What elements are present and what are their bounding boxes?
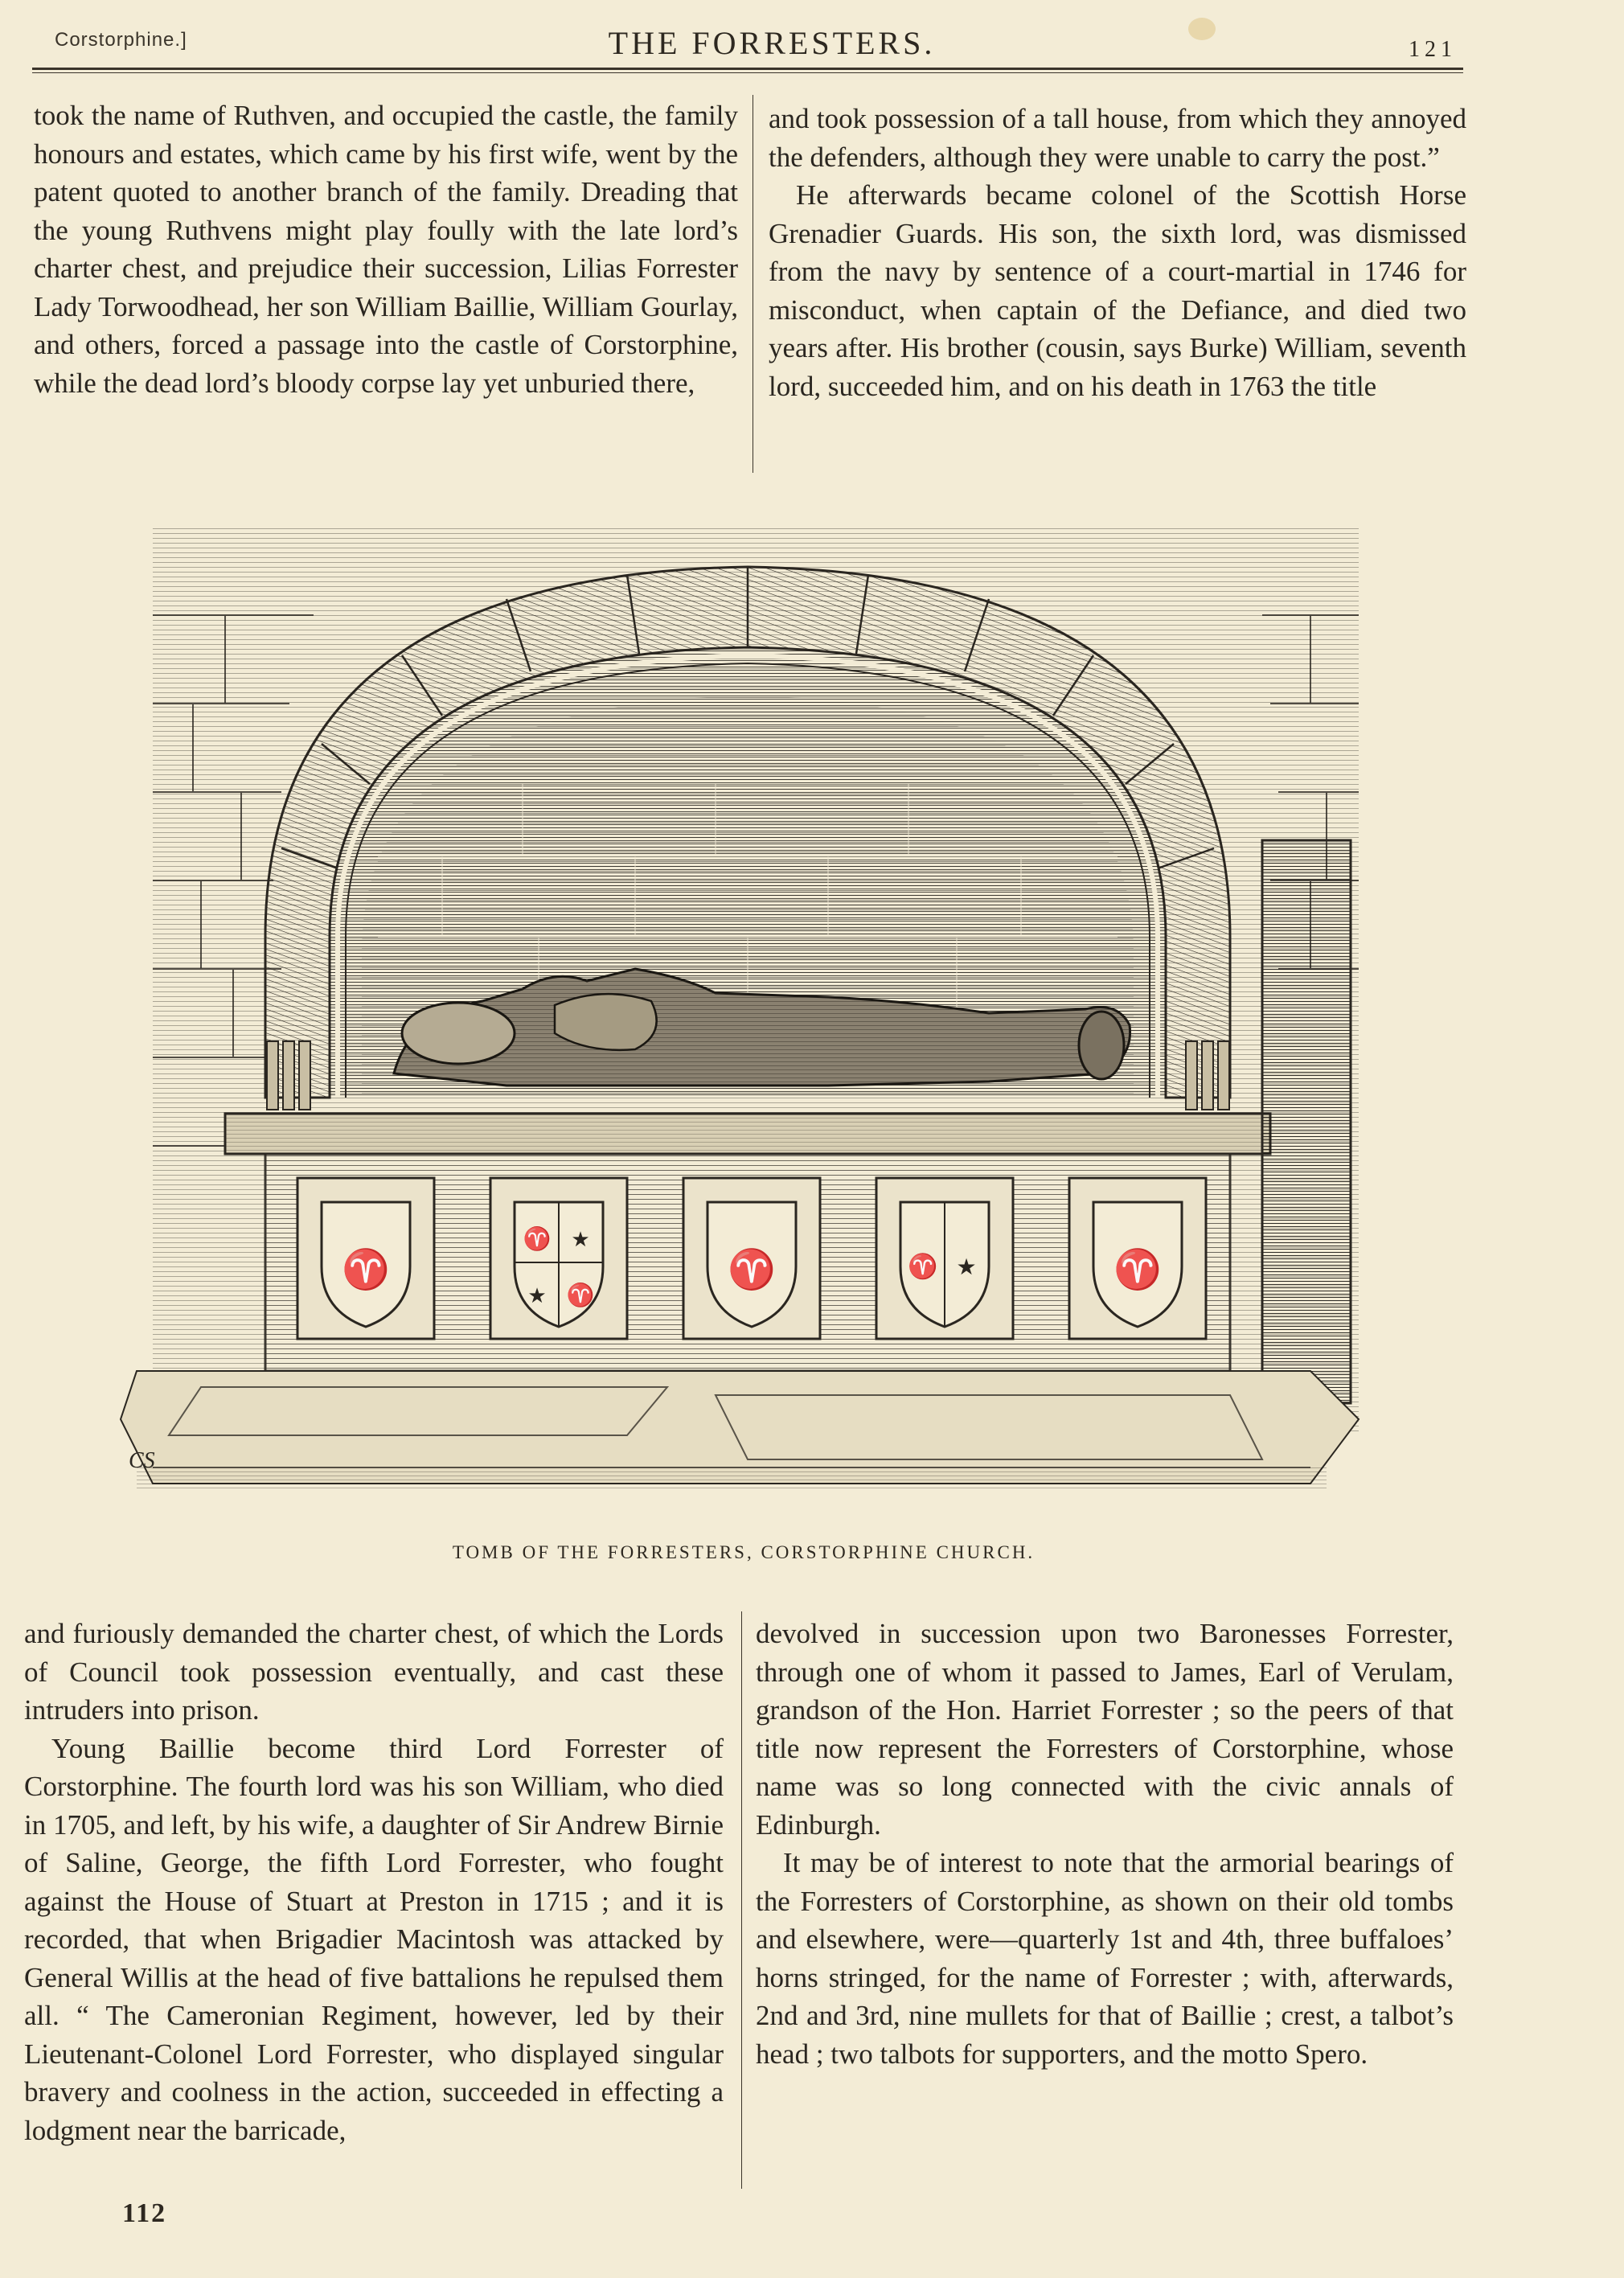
svg-text:★: ★ [571, 1228, 590, 1251]
page-number: 121 [1409, 37, 1457, 62]
paragraph: It may be of interest to note that the armorial bearings of the Forresters of Corstorphine, as shown on their old tombs and elsewhere, were—quarterly 1st and 4th, three buffaloes’ horns stringed, for the name of Forrester ; with, afterwards, 2nd and 3rd, nine mullets for that of Baillie ; crest, a talbot’s head ; two talbots for supporters, and the motto Spero. [756, 1847, 1454, 2070]
tomb-engraving [105, 519, 1391, 1508]
svg-text:♈: ♈ [342, 1249, 390, 1291]
top-left-column [34, 96, 738, 402]
paragraph: Young Baillie become third Lord Forrester of Corstorphine. The fourth lord was his son William, who died in 1705, and left, by his wife, a daughter of Sir Andrew Birnie of Saline, George, the fifth Lord Forrester, who fought against the House of Stuart at Preston in 1715 ; and it is recorded, that when Brigadier Macintosh was attacked by General Willis at the head of five battalions he repulsed them all. “ The Cameronian Regiment, however, led by their Lieutenant-Colonel Lord Forrester, who displayed singular bravery and coolness in the action, succeeded in effecting a lodgment near the barricade, [24, 1732, 724, 2146]
running-head-title: THE FORRESTERS. [608, 25, 936, 61]
heraldic-panels [297, 1178, 1206, 1339]
header-rule [32, 68, 1463, 73]
bottom-right-column [756, 1615, 1454, 2073]
svg-text:★: ★ [527, 1284, 547, 1307]
svg-text:♈: ♈ [728, 1249, 776, 1291]
top-right-column [769, 100, 1466, 405]
paragraph: devolved in succession upon two Baronesses Forrester, through one of whom it passed to James, Earl of Verulam, grandson of the Hon. Harriet Forrester ; so the peers of that title now represent the Forresters of Corstorphine, whose name was so long connected with the civic annals of Edinburgh. [756, 1618, 1454, 1841]
paragraph: He afterwards became colonel of the Scottish Horse Grenadier Guards. His son, the sixth lord, was dismissed from the navy by sentence of a court-martial in 1746 for misconduct, when captain of the Defiance, and died two years after. His brother (cousin, says Burke) William, seventh lord, succeeded him, and on his death in 1763 the title [769, 179, 1466, 402]
figure-caption: TOMB OF THE FORRESTERS, CORSTORPHINE CHURCH. [452, 1542, 1036, 1562]
svg-text:♈: ♈ [566, 1283, 595, 1308]
paragraph: and took possession of a tall house, from which they annoyed the defenders, although they were unable to carry the post.” [769, 103, 1466, 173]
svg-text:♈: ♈ [523, 1227, 552, 1252]
artist-signature: CS [129, 1448, 155, 1473]
paragraph: took the name of Ruthven, and occupied the castle, the family honours and estates, which came by his first wife, went by the patent quoted to another branch of the family. Dreading that the young Ruthvens might play foully with the late lord’s charter chest, and prejudice their succession, Lilias Forrester Lady Torwoodhead, her son William Baillie, William Gourlay, and others, forced a passage into the castle of Corstorphine, while the dead lord’s bloody corpse lay yet unburied there, [34, 100, 738, 399]
column-divider [741, 1611, 742, 2189]
svg-text:♈: ♈ [1113, 1249, 1162, 1291]
running-head-left: Corstorphine.] [55, 29, 187, 51]
paragraph: and furiously demanded the charter chest, of which the Lords of Council took possession eventually, and cast these intruders into prison. [24, 1618, 724, 1726]
svg-text:♈: ♈ [908, 1254, 938, 1280]
svg-text:★: ★ [956, 1255, 977, 1280]
bottom-left-column [24, 1615, 724, 2149]
folio-number: 112 [122, 2198, 167, 2228]
